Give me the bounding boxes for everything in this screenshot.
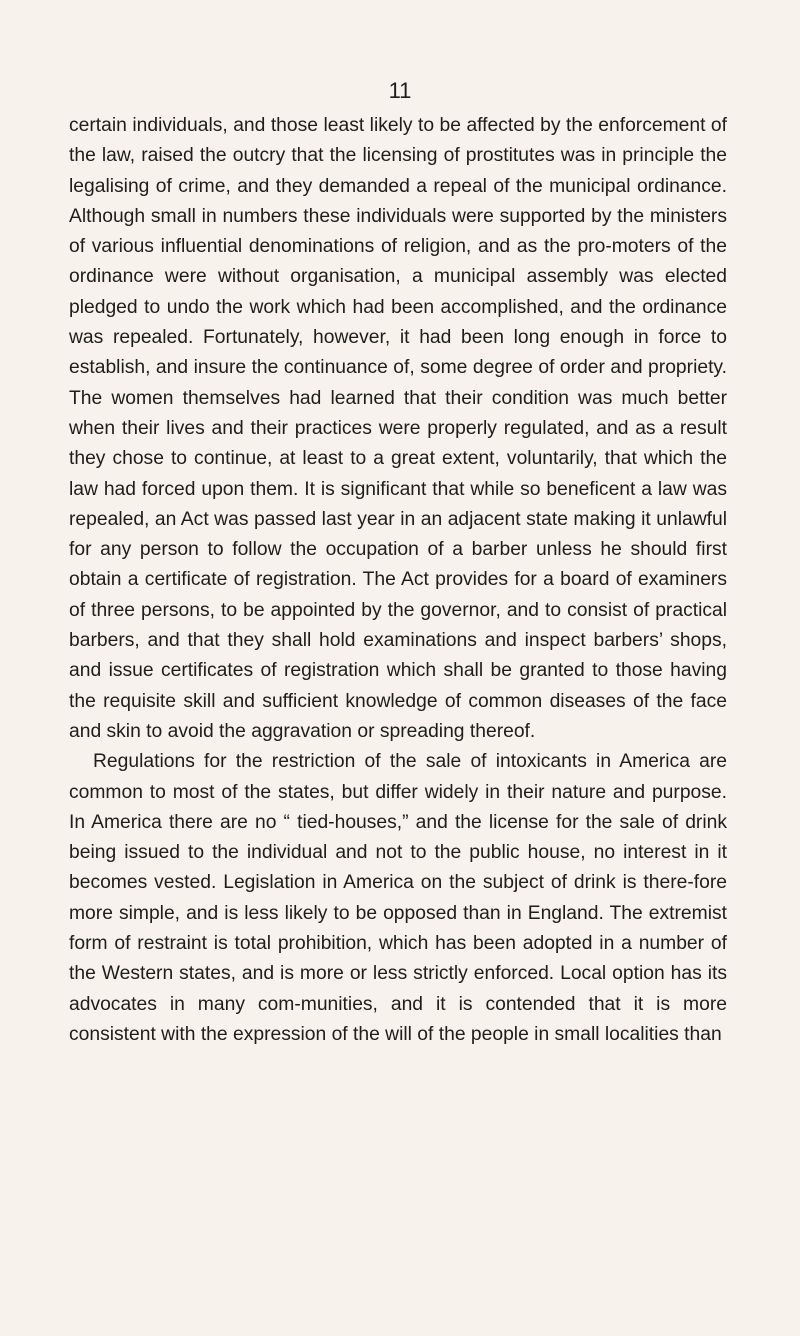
paragraph-2: Regulations for the restriction of the sale of intoxicants in America are common to most of the states, but differ widely in their nature and purpose. In America there are no “ tied-houses,” and the license for the sale of drink being issued to the individual and not to the public house, no interest in it becomes vested. Legislation in America on the subject of drink is there-fore more simple, and is less likely to be opposed than in England. The extremist form of restraint is total prohibition, which has been adopted in a number of the Western states, and is more or less strictly enforced. Local option has its advocates in many com-munities, and it is contended that it is more consistent with the expression of the will of the people in small localities than bbox=[69, 751, 727, 1045]
page-number: 11 bbox=[388, 78, 412, 103]
body-text bbox=[69, 111, 727, 1050]
paragraph-1: certain individuals, and those least likely to be affected by the enforcement of the law, raised the outcry that the licensing of prostitutes was in principle the legalising of crime, and they demanded a repeal of the municipal ordinance. Although small in numbers these individuals were supported by the ministers of various influential denominations of religion, and as the pro-moters of the ordinance were without organisation, a municipal assembly was elected pledged to undo the work which had been accomplished, and the ordinance was repealed. Fortunately, however, it had been long enough in force to establish, and insure the continuance of, some degree of order and propriety. The women themselves had learned that their condition was much better when their lives and their practices were properly regulated, and as a result they chose to continue, at least to a great extent, voluntarily, that which the law had forced upon them. It is significant that while so beneficent a law was repealed, an Act was passed last year in an adjacent state making it unlawful for any person to follow the occupation of a barber unless he should first obtain a certificate of registration. The Act provides for a board of examiners of three persons, to be appointed by the governor, and to consist of practical barbers, and that they shall hold examinations and inspect barbers’ shops, and issue certificates of registration which shall be granted to those having the requisite skill and sufficient knowledge of common diseases of the face and skin to avoid the aggravation or spreading thereof. bbox=[69, 115, 727, 742]
